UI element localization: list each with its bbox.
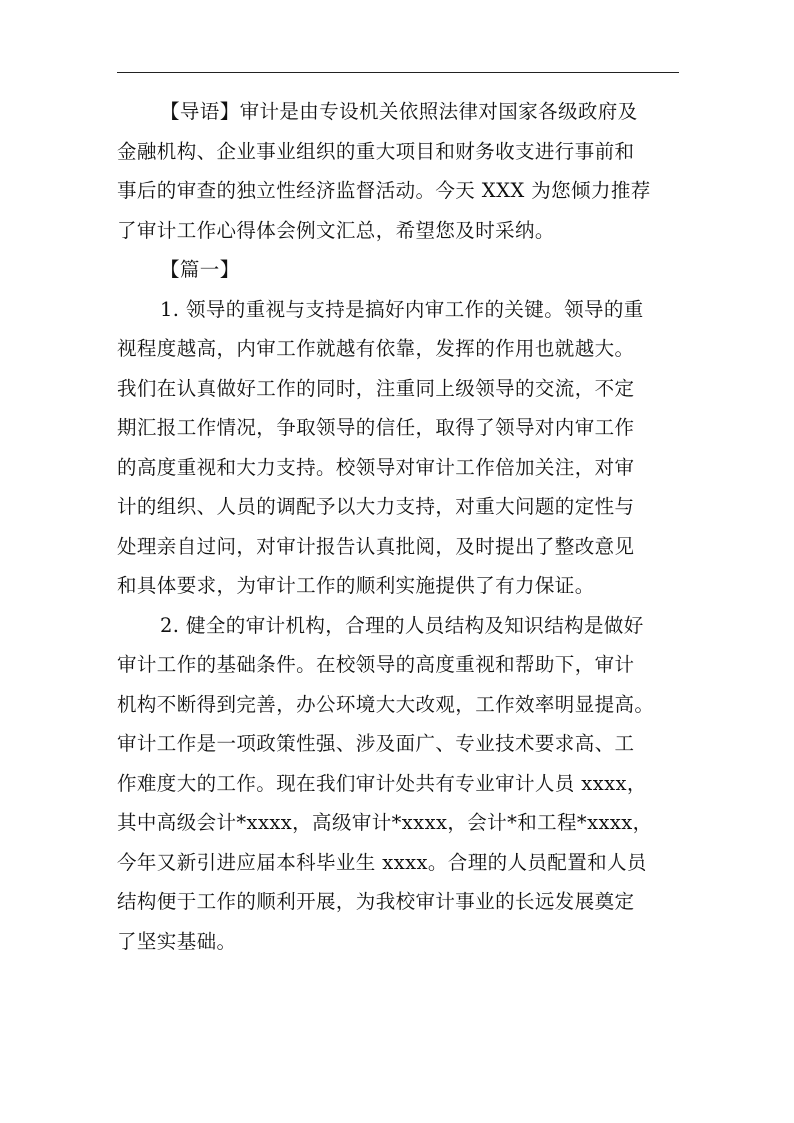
document-body <box>117 92 677 961</box>
paragraph-line: 审计工作是一项政策性强、涉及面广、专业技术要求高、工 <box>117 732 635 755</box>
paragraph-line: 审计工作的基础条件。在校领导的高度重视和帮助下，审计 <box>117 653 635 676</box>
paragraph-line: 了坚实基础。 <box>117 929 237 953</box>
paragraph-line: 1. 领导的重视与支持是搞好内审工作的关键。领导的重 <box>160 297 644 321</box>
paragraph-line: 其中高级会计*xxxx，高级审计*xxxx，会计*和工程*xxxx， <box>117 811 653 834</box>
intro-paragraph <box>117 92 677 250</box>
paragraph-line: 作难度大的工作。现在我们审计处共有专业审计人员 xxxx， <box>117 771 647 795</box>
paragraph-line: 的高度重视和大力支持。校领导对审计工作倍加关注，对审 <box>117 455 635 479</box>
intro-line: 了审计工作心得体会例文汇总，希望您及时采纳。 <box>117 218 555 242</box>
paragraph-line: 今年又新引进应届本科毕业生 xxxx。合理的人员配置和人员 <box>117 850 647 874</box>
paragraph-line: 视程度越高，内审工作就越有依靠，发挥的作用也就越大。 <box>117 337 635 360</box>
paragraph-2 <box>117 606 677 962</box>
paragraph-line: 我们在认真做好工作的同时，注重同上级领导的交流，不定 <box>117 376 635 400</box>
paragraph-line: 2. 健全的审计机构，合理的人员结构及知识结构是做好 <box>160 613 644 637</box>
paragraph-line: 处理亲自过问，对审计报告认真批阅，及时提出了整改意见 <box>117 534 635 558</box>
section-heading: 【篇一】 <box>160 258 240 281</box>
paragraph-line: 结构便于工作的顺利开展，为我校审计事业的长远发展奠定 <box>117 890 635 913</box>
intro-line: 金融机构、企业事业组织的重大项目和财务收支进行事前和 <box>117 139 635 163</box>
paragraph-line: 机构不断得到完善，办公环境大大改观，工作效率明显提高。 <box>117 692 655 716</box>
intro-line: 事后的审查的独立性经济监督活动。今天 XXX 为您倾力推荐 <box>117 179 651 202</box>
paragraph-line: 计的组织、人员的调配予以大力支持，对重大问题的定性与 <box>117 495 635 518</box>
paragraph-line: 期汇报工作情况，争取领导的信任，取得了领导对内审工作 <box>117 416 635 439</box>
intro-line: 【导语】审计是由专设机关依照法律对国家各级政府及 <box>160 100 638 123</box>
header-rule <box>117 72 679 73</box>
paragraph-line: 和具体要求，为审计工作的顺利实施提供了有力保证。 <box>117 574 595 597</box>
paragraph-1 <box>117 290 677 606</box>
